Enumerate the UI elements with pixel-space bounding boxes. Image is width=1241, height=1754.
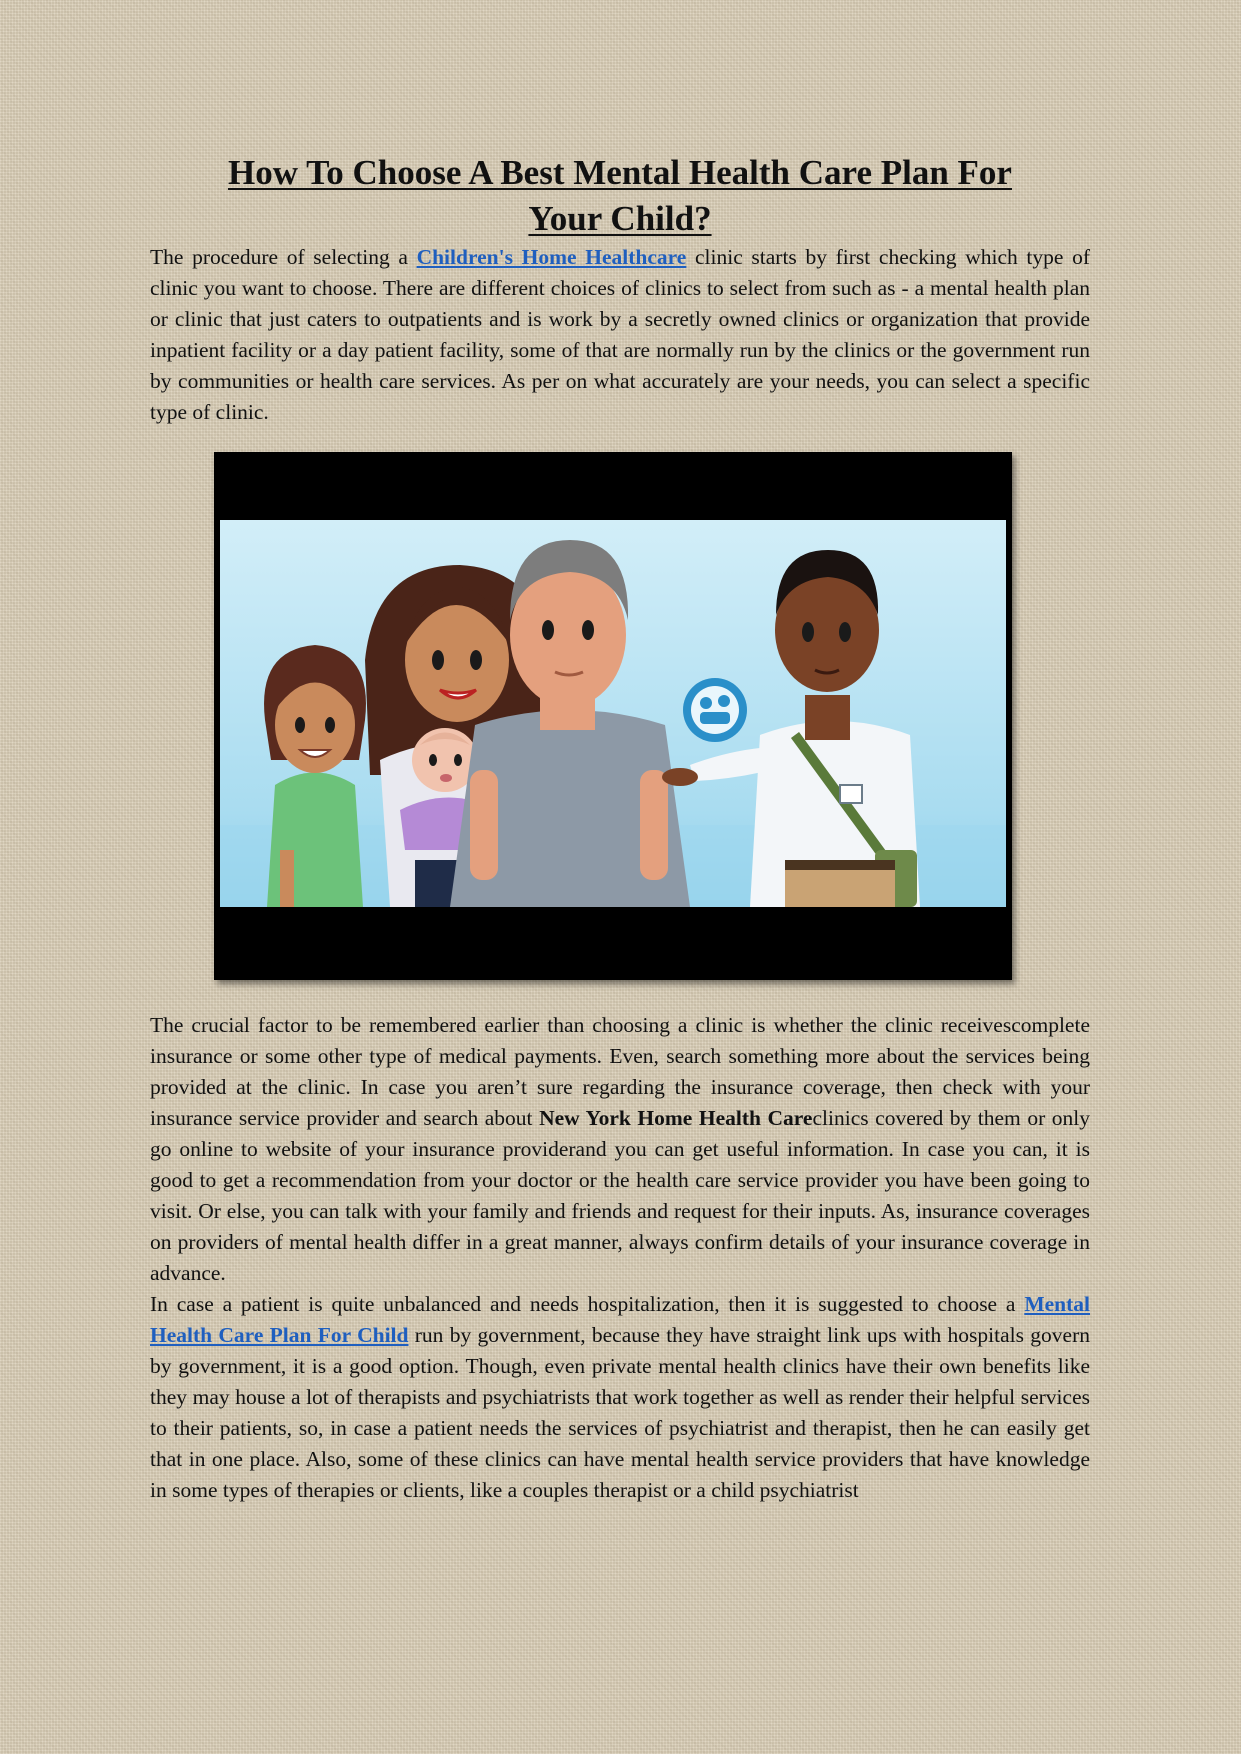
clinic-badge-icon (683, 678, 747, 742)
title-line-2: Your Child? (528, 199, 712, 238)
paragraph-hospitalization-text-end: run by government, because they have straight link ups with hospitals govern by government, it is a good option. Though, even private mental health clinics have their own benefits like they may house a lot of therapists and psychiatrists that work together as well as render their helpful services to their patients, so, in case a patient needs the services of psychiatrist and therapist, then he can easily get that in one place. Also, some of these clinics can have mental health service providers that have knowledge in some types of therapies or clients, like a couples therapist or a child psychiatrist (150, 1323, 1090, 1502)
paragraph-hospitalization (150, 1289, 1090, 1506)
paragraph-intro-text-end: clinic starts by first checking which type of clinic you want to choose. There are different choices of clinics to select from such as - a mental health plan or clinic that just caters to outpatients and is work by a secretly owned clinics or organization that provide inpatient facility or a day patient facility, some of that are normally run by the clinics or the government run by communities or health care services. As per on what accurately are your needs, you can select a specific type of clinic. (150, 245, 1091, 424)
paragraph-insurance-text-end: clinics covered by them or only go online to website of your insurance providerand you can get useful information. In case you can, it is good to get a recommendation from your doctor or the health care service provider you have been going to visit. Or else, you can talk with your family and friends and request for their inputs. As, insurance coverages on providers of mental health differ in a great manner, always confirm details of your insurance coverage in advance. (150, 1106, 1090, 1285)
paragraph-intro-text-start: The procedure of selecting a (150, 245, 417, 269)
family-doctor-illustration (214, 452, 1012, 980)
illustration-canvas (220, 520, 1006, 907)
paragraph-intro (150, 242, 1090, 428)
page-title (150, 150, 1090, 242)
title-line-1: How To Choose A Best Mental Health Care Plan For (228, 153, 1012, 192)
mental-health-care-plan-link[interactable]: Mental Health Care Plan For Child (150, 1292, 1090, 1347)
document-page (150, 150, 1090, 1506)
new-york-home-health-care-bold: New York Home Health Care (539, 1106, 813, 1130)
paragraph-insurance-text-start: The crucial factor to be remembered earlier than choosing a clinic is whether the clinic receivescomplete insurance or some other type of medical payments. Even, search something more about the services being provided at the clinic. In case you aren’t sure regarding the insurance coverage, then check with your insurance service provider and search about (150, 1013, 1090, 1130)
childrens-home-healthcare-link[interactable]: Children's Home Healthcare (416, 245, 687, 269)
paragraph-insurance (150, 1010, 1090, 1289)
paragraph-hospitalization-text-start: In case a patient is quite unbalanced and needs hospitalization, then it is suggested to choose a (150, 1292, 1025, 1316)
